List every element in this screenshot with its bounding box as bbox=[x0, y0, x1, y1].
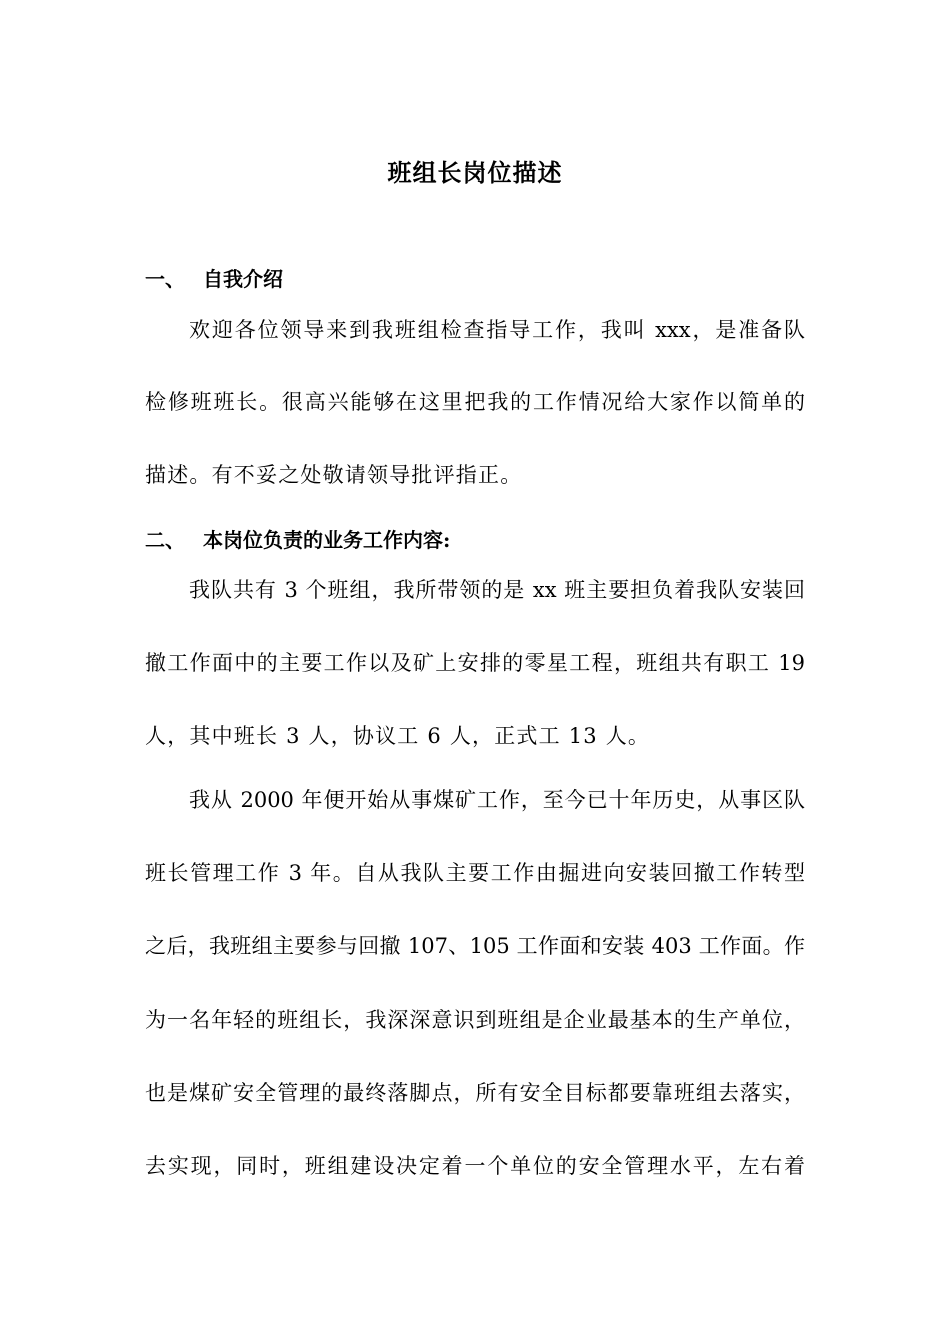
paragraph-line: 人，其中班长 3 人，协议工 6 人，正式工 13 人。 bbox=[145, 724, 651, 748]
section-number: 一、 bbox=[145, 267, 185, 291]
paragraph-line: 为一名年轻的班组长，我深深意识到班组是企业最基本的生产单位， bbox=[145, 1008, 805, 1032]
paragraph-line: 去实现，同时，班组建设决定着一个单位的安全管理水平，左右着 bbox=[145, 1154, 805, 1178]
section-title: 本岗位负责的业务工作内容: bbox=[203, 528, 451, 552]
section-number: 二、 bbox=[145, 528, 185, 552]
paragraph-line: 班长管理工作 3 年。自从我队主要工作由掘进向安装回撤工作转型 bbox=[145, 861, 805, 885]
paragraph-line: 我从 2000 年便开始从事煤矿工作，至今已十年历史，从事区队 bbox=[189, 788, 805, 812]
paragraph-line: 撤工作面中的主要工作以及矿上安排的零星工程，班组共有职工 19 bbox=[145, 651, 805, 675]
paragraph-line: 我队共有 3 个班组，我所带领的是 xx 班主要担负着我队安装回 bbox=[189, 578, 805, 602]
section-heading-1 bbox=[145, 263, 283, 292]
paragraph-line: 之后，我班组主要参与回撤 107、105 工作面和安装 403 工作面。作 bbox=[145, 934, 805, 958]
section-title: 自我介绍 bbox=[203, 267, 283, 291]
page-title: 班组长岗位描述 bbox=[387, 158, 563, 187]
paragraph-line: 也是煤矿安全管理的最终落脚点，所有安全目标都要靠班组去落实， bbox=[145, 1081, 805, 1105]
paragraph-line: 描述。有不妥之处敬请领导批评指正。 bbox=[145, 463, 523, 487]
paragraph-line: 检修班班长。很高兴能够在这里把我的工作情况给大家作以简单的 bbox=[145, 390, 805, 414]
section-heading-2 bbox=[145, 524, 450, 553]
paragraph-line: 欢迎各位领导来到我班组检查指导工作，我叫 xxx，是准备队 bbox=[189, 318, 805, 342]
